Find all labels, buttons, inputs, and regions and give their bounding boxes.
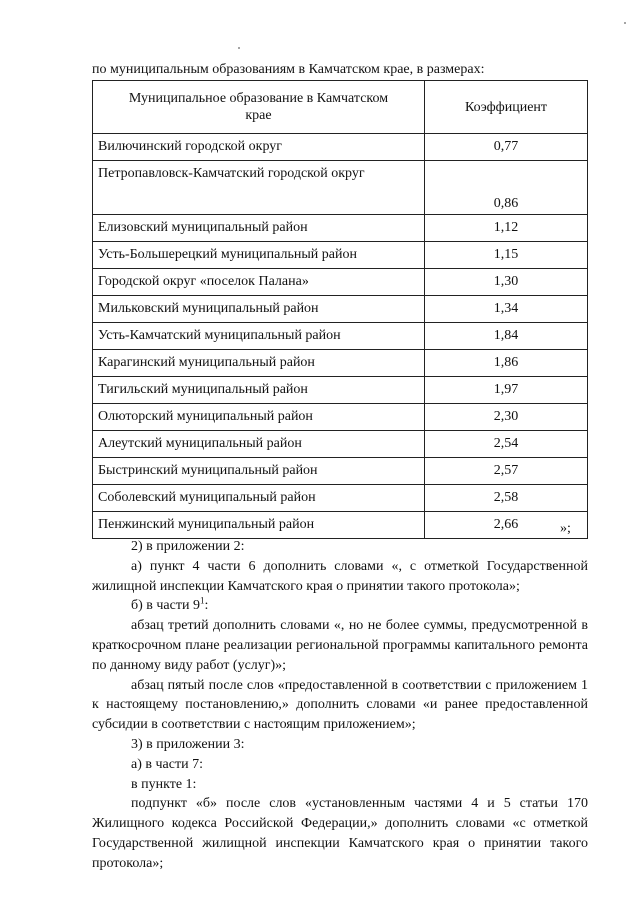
municipality-name: Быстринский муниципальный район [93, 458, 425, 485]
closing-quote: »; [560, 521, 571, 536]
paragraph [92, 537, 588, 557]
municipality-name: Петропавловск-Камчатский городской округ [93, 161, 425, 215]
municipality-name: Тигильский муниципальный район [93, 377, 425, 404]
municipality-name: Усть-Большерецкий муниципальный район [93, 242, 425, 269]
municipality-name: Карагинский муниципальный район [93, 350, 425, 377]
header-municipality: Муниципальное образование в Камчатском крае [93, 81, 425, 134]
table-header-row [93, 81, 588, 134]
paragraph [92, 775, 588, 795]
paragraph [92, 735, 588, 755]
amendment-text [92, 537, 588, 874]
coefficient-value: 1,34 [425, 296, 588, 323]
paragraph [92, 616, 588, 675]
table-row [93, 215, 588, 242]
superscript: 1 [199, 595, 205, 606]
paragraph-text: а) пункт 4 части 6 дополнить словами «, с отметкой Государственной жилищной инспекции Камчатского края о принятии такого протокола»; [92, 558, 588, 594]
municipality-name: Мильковский муниципальный район [93, 296, 425, 323]
header-coefficient: Коэффициент [425, 81, 588, 134]
coefficient-table [92, 80, 588, 539]
paragraph-text: абзац пятый после слов «предоставленной в соответствии с приложением 1 к настоящему постановлению,» дополнить словами «и ранее предоставленной субсидии в соответствии с настоящим приложением»; [92, 677, 588, 733]
coefficient-value: 2,54 [425, 431, 588, 458]
table-row [93, 431, 588, 458]
coefficient-value: 1,12 [425, 215, 588, 242]
paragraph-text: 3) в приложении 3: [131, 736, 245, 752]
municipality-name: Алеутский муниципальный район [93, 431, 425, 458]
paragraph [92, 794, 588, 873]
intro-line: по муниципальным образованиям в Камчатском крае, в размерах: [92, 62, 485, 77]
coefficient-value: 2,58 [425, 485, 588, 512]
paragraph-text: а) в части 7: [131, 756, 203, 772]
table-row [93, 512, 588, 539]
table-row [93, 296, 588, 323]
table-row [93, 485, 588, 512]
paragraph-text: в пункте 1: [131, 776, 197, 792]
coefficient-value: 2,57 [425, 458, 588, 485]
table-row [93, 269, 588, 296]
coefficient-value: 1,84 [425, 323, 588, 350]
municipality-name: Городской округ «поселок Палана» [93, 269, 425, 296]
paragraph [92, 676, 588, 735]
municipality-name: Пенжинский муниципальный район [93, 512, 425, 539]
coefficient-value: 0,77 [425, 134, 588, 161]
paragraph-text: подпункт «б» после слов «установленным частями 4 и 5 статьи 170 Жилищного кодекса Российской Федерации,» дополнить словами «с отметкой Государственной жилищной инспекции Камчатского края о принятии такого протокола»; [92, 796, 588, 871]
paragraph [92, 557, 588, 597]
coefficient-value: 1,15 [425, 242, 588, 269]
table-row [93, 134, 588, 161]
coefficient-value: 0,86 [425, 161, 588, 215]
table-row [93, 350, 588, 377]
table-row [93, 458, 588, 485]
table-row [93, 242, 588, 269]
table-row [93, 404, 588, 431]
table-row [93, 323, 588, 350]
paragraph-text: абзац третий дополнить словами «, но не более суммы, предусмотренной в краткосрочном плане реализации региональной программы капитального ремонта по данному виду работ (услуг)»; [92, 618, 588, 673]
municipality-name: Усть-Камчатский муниципальный район [93, 323, 425, 350]
paragraph [92, 755, 588, 775]
coefficient-value: 2,30 [425, 404, 588, 431]
coefficient-value: 1,86 [425, 350, 588, 377]
municipality-name: Соболевский муниципальный район [93, 485, 425, 512]
paragraph [92, 596, 588, 616]
scan-speck [624, 22, 626, 24]
paragraph-text: 2) в приложении 2: [131, 539, 245, 554]
table-row [93, 161, 588, 215]
municipality-name: Вилючинский городской округ [93, 134, 425, 161]
table-row [93, 377, 588, 404]
municipality-name: Олюторский муниципальный район [93, 404, 425, 431]
paragraph-suffix: : [204, 598, 209, 614]
municipality-name: Елизовский муниципальный район [93, 215, 425, 242]
paragraph-text: б) в части 9 [131, 598, 200, 614]
coefficient-value: 2,66 [425, 512, 588, 539]
coefficient-value: 1,30 [425, 269, 588, 296]
coefficient-value: 1,97 [425, 377, 588, 404]
scan-speck [238, 47, 240, 49]
